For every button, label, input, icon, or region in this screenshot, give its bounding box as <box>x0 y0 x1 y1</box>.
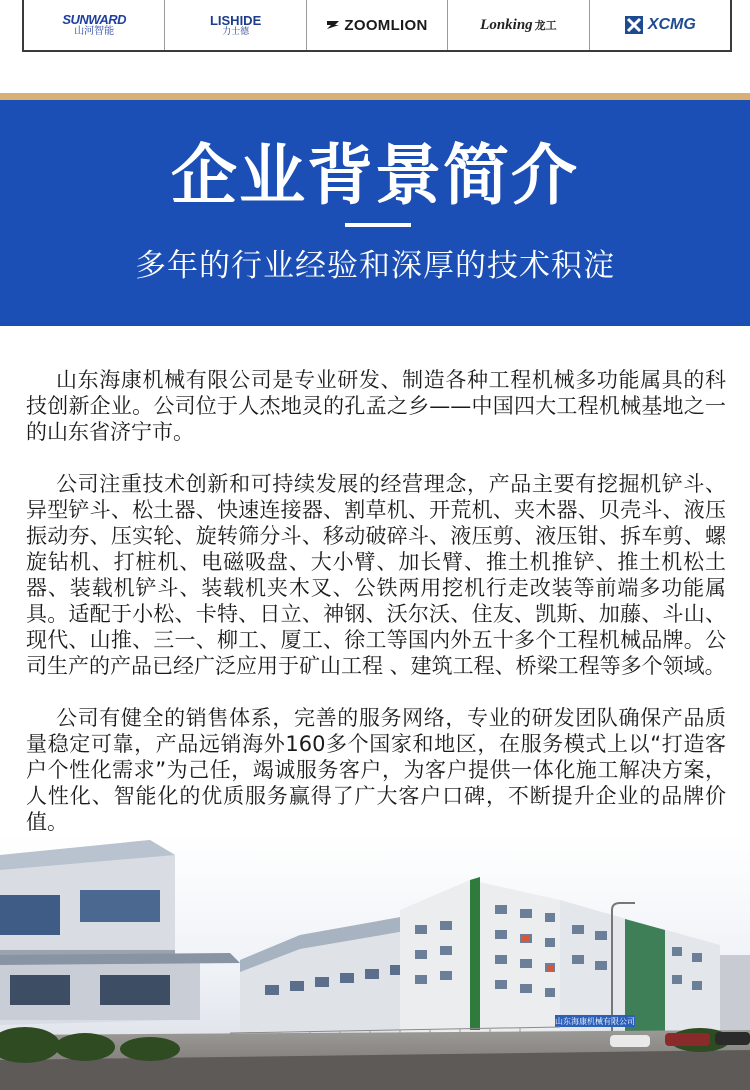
zoomlion-emblem-icon <box>326 19 340 31</box>
lishide-name: LISHIDE <box>209 12 262 28</box>
brand-strip <box>0 0 750 62</box>
brand-logo-xcmg <box>589 0 730 50</box>
factory-illustration <box>0 835 750 1090</box>
banner-subtitle: 多年的行业经验和深厚的技术积淀 <box>135 248 615 284</box>
company-sign-text: 山东海康机械有限公司 <box>555 1017 635 1026</box>
company-intro <box>26 367 726 861</box>
factory-photo <box>0 835 750 1090</box>
lonking-sub: 龙工 <box>534 19 557 32</box>
xcmg-emblem-icon <box>624 15 644 35</box>
sunward-name: SUNWARD <box>62 12 127 27</box>
brand-logo-lonking <box>447 0 588 50</box>
intro-paragraph-2: 公司注重技术创新和可持续发展的经营理念，产品主要有挖掘机铲斗、异型铲斗、松土器、快速连接器、割草机、开荒机、夹木器、贝壳斗、液压振动夯、压实轮、旋转筛分斗、移动破碎斗、液压剪、液压钳、拆车剪、螺旋钻机、打桩机、电磁吸盘、大小臂、加长臂、推土机推铲、推土机松土器、装载机铲斗、装载机夹木叉、公铁两用挖机行走改装等前端多功能属具。适配于小松、卡特、日立、神钢、沃尔沃、住友、凯斯、加藤、斗山、现代、山推、三一、柳工、厦工、徐工等国内外五十多个工程机械品牌。公司生产的产品已经广泛应用于矿山工程 、建筑工程、桥梁工程等多个领域。 <box>26 472 726 678</box>
brand-logo-lishide <box>164 0 305 50</box>
brand-logo-zoomlion <box>306 0 447 50</box>
brand-logo-row <box>22 0 732 52</box>
section-banner <box>0 100 750 326</box>
intro-paragraph-3: 公司有健全的销售体系，完善的服务网络，专业的研发团队确保产品质量稳定可靠，产品远销海外160多个国家和地区，在服务模式上以“打造客户个性化需求”为己任，竭诚服务客户，为客户提供一体化施工解决方案，人性化、智能化的优质服务赢得了广大客户口碑，不断提升企业的品牌价值。 <box>26 706 726 834</box>
zoomlion-name: ZOOMLION <box>344 16 428 34</box>
sunward-sub: 山河智能 <box>74 26 115 37</box>
banner-underline <box>345 223 411 227</box>
intro-paragraph-1: 山东海康机械有限公司是专业研发、制造各种工程机械多功能属具的科技创新企业。公司位于人杰地灵的孔孟之乡——中国四大工程机械基地之一的山东省济宁市。 <box>26 368 726 444</box>
office-building <box>400 877 560 1035</box>
banner-title: 企业背景简介 <box>171 137 579 214</box>
brand-logo-sunward <box>24 0 164 50</box>
gold-divider <box>0 93 750 100</box>
lishide-sub: 力士德 <box>222 26 250 37</box>
lonking-name: Lonking <box>480 16 533 33</box>
xcmg-name: XCMG <box>647 16 696 33</box>
